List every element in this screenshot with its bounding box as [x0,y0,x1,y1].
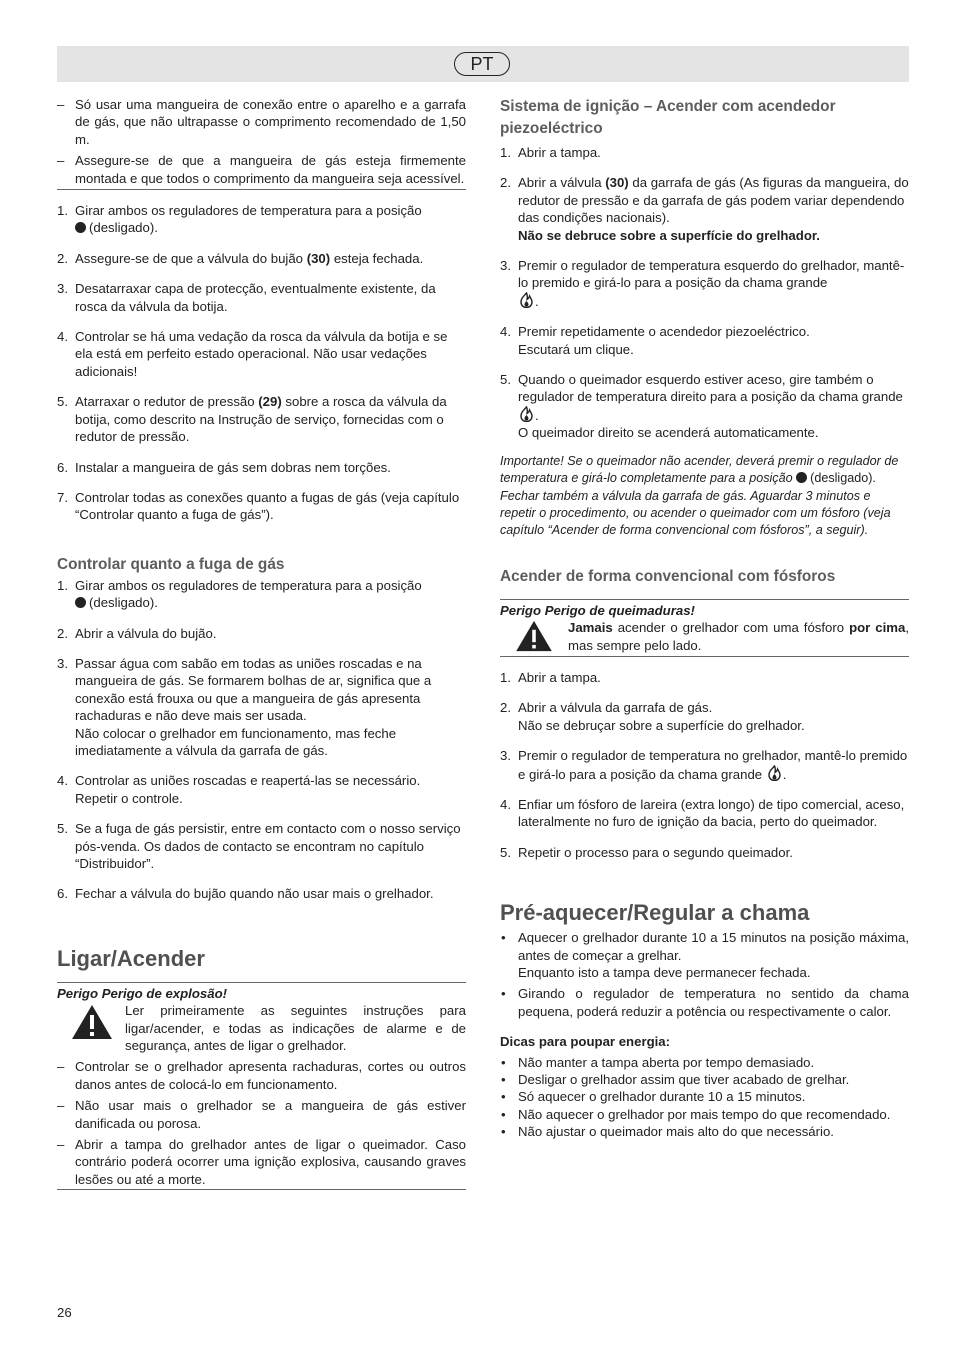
left-column [57,96,466,1190]
match-step-2: 2. Abrir a válvula da garrafa de gás. Não se debruçar sobre a superfície do grelhador. [500,700,805,733]
leak-check-heading: Controlar quanto a fuga de gás [57,555,285,573]
step-6: 6. Instalar a mangueira de gás sem dobras nem torções. [57,459,391,475]
explosion-warning-text: Ler primeiramente as seguintes instruções para ligar/acender, e todas as indicações de alarme e de segurança, antes de ligar o grelhador. [125,1003,466,1054]
divider [500,656,909,657]
large-flame-icon [518,292,535,308]
warning-item: – Não usar mais o grelhador se a mangueira de gás estiver danificada ou porosa. [57,1097,466,1132]
energy-tip: • Só aquecer o grelhador durante 10 a 15 minutos. [500,1088,909,1105]
page-number: 26 [57,1305,72,1320]
match-step-1: 1. Abrir a tampa. [500,669,601,685]
step-3: 3. Desatarraxar capa de protecção, eventualmente existente, da rosca da válvula da botija. [57,281,436,314]
leak-step-5: 5. Se a fuga de gás persistir, entre em contacto com o nosso serviço pós-venda. Os dados de contacto se encontram no capítulo “Distribuidor”. [57,821,461,871]
hose-notes [57,96,466,187]
match-step-5: 5. Repetir o processo para o segundo queimador. [500,844,793,860]
off-position-icon [796,472,807,483]
preheat-item: • Aquecer o grelhador durante 10 a 15 minutos na posição máxima, antes de começar a grelhar. Enquanto isto a tampa deve permanecer fechada. [500,929,909,981]
piezo-step-4: 4. Premir repetidamente o acendedor piezoeléctrico. Escutará um clique. [500,324,810,357]
leak-step-2: 2. Abrir a válvula do bujão. [57,625,217,641]
preheat-heading: Pré-aquecer/Regular a chama [500,900,810,926]
leak-step-4: 4. Controlar as uniões roscadas e reapertá-las se necessário. Repetir o controle. [57,773,421,806]
piezo-step-3: 3. Premir o regulador de temperatura esquerdo do grelhador, mantê-lo premido e girá-lo para a posição da chama grande . [500,258,905,309]
match-heading: Acender de forma convencional com fósforos [500,567,836,585]
explosion-warning-title: Perigo Perigo de explosão! [57,985,228,1001]
leak-step-1: 1. Girar ambos os reguladores de temperatura para a posição (desligado). [57,577,422,611]
divider [57,189,466,190]
right-column [500,96,909,1141]
match-step-4: 4. Enfiar um fósforo de lareira (extra longo) de tipo comercial, aceso, lateralmente no furo de ignição da bacia, perto do queimador. [500,796,905,830]
energy-tip: • Não ajustar o queimador mais alto do que necessário. [500,1123,909,1140]
off-position-icon [75,222,86,233]
burn-warning-title: Perigo Perigo de queimaduras! [500,602,695,618]
warning-item: – Controlar se o grelhador apresenta rachaduras, cortes ou outros danos antes de colocá-lo em funcionamento. [57,1058,466,1093]
energy-tips-list [500,1054,909,1141]
preheat-list [500,929,909,1020]
hose-note: – Só usar uma mangueira de conexão entre o aparelho e a garrafa de gás, que não ultrapasse o comprimento recomendado de 1,50 m. [57,96,466,148]
piezo-heading: Sistema de ignição – Acender com acendedor piezoeléctrico [500,98,836,137]
important-note: Importante! Se o queimador não acender, deverá premir o regulador de temperatura e girá-lo completamente para a posição (desligado). Fechar também a válvula da garrafa de gás. Aguardar 3 minutos e repetir o procedimento, ou acender o queimador com um fósforo (veja capítulo “Acender de forma convencional com fósforos”, a seguir). [500,453,899,538]
step-1: 1. Girar ambos os reguladores de temperatura para a posição (desligado). [57,203,422,236]
piezo-step-2: 2. Abrir a válvula (30) da garrafa de gás (As figuras da mangueira, do redutor de pressão e da garrafa de gás podem variar dependendo das condições nacionais). Não se debruce sobre a superfície do grelhador. [500,175,909,243]
step-7: 7. Controlar todas as conexões quanto a fugas de gás (veja capítulo “Controlar quanto a fuga de gás”). [57,489,460,523]
large-flame-icon [766,765,783,781]
header-bar [57,46,909,82]
off-position-icon [75,597,86,608]
burn-warning [500,619,909,654]
connection-steps [57,202,466,524]
piezo-step-5: 5. Quando o queimador esquerdo estiver aceso, gire também o regulador de temperatura direito para a posição da chama grande . O queimador direito se acenderá automaticamente. [500,372,903,441]
step-4: 4. Controlar se há uma vedação da rosca da válvula da botija e se ela está em perfeito estado operacional. Não usar vedações adicionais! [57,329,448,379]
ignite-heading: Ligar/Acender [57,945,205,971]
leak-step-6: 6. Fechar a válvula do bujão quando não usar mais o grelhador. [57,886,434,902]
energy-tips-heading: Dicas para poupar energia: [500,1034,671,1050]
match-step-3: 3. Premir o regulador de temperatura no grelhador, mantê-lo premido e girá-lo para a posição da chama grande . [500,748,908,782]
warning-icon [71,1004,113,1040]
divider [57,982,466,983]
explosion-warning-list [57,1058,466,1188]
burn-warning-text: Jamais acender o grelhador com uma fósforo por cima, mas sempre pelo lado. [568,620,909,653]
hose-note: – Assegure-se de que a mangueira de gás esteja firmemente montada e que todos o comprimento da mangueira seja acessível. [57,152,466,187]
energy-tip: • Não manter a tampa aberta por tempo demasiado. [500,1054,909,1071]
divider [57,1189,466,1190]
energy-tip: • Não aquecer o grelhador por mais tempo do que recomendado. [500,1106,909,1123]
energy-tip: • Desligar o grelhador assim que tiver acabado de grelhar. [500,1071,909,1088]
match-steps [500,669,909,861]
large-flame-icon [518,406,535,422]
divider [500,599,909,600]
piezo-step-1: 1. Abrir a tampa. [500,145,601,160]
warning-item: – Abrir a tampa do grelhador antes de ligar o queimador. Caso contrário poderá ocorrer uma ignição explosiva, causando graves lesões ou até a morte. [57,1136,466,1188]
leak-check-steps [57,577,466,903]
step-5: 5. Atarraxar o redutor de pressão (29) sobre a rosca da válvula da botija, como descrito na Instrução de serviço, fornecidas com o redutor de pressão. [57,394,447,445]
piezo-steps [500,144,909,442]
warning-icon [514,620,554,652]
language-badge: PT [454,52,510,76]
step-2: 2. Assegure-se de que a válvula do bujão (30) esteja fechada. [57,250,424,266]
explosion-warning [57,1002,466,1054]
preheat-item: • Girando o regulador de temperatura no sentido da chama pequena, poderá reduzir a potência ou respectivamente o calor. [500,985,909,1020]
leak-step-3: 3. Passar água com sabão em todas as uniões roscadas e na mangueira de gás. Se formarem bolhas de ar, significa que a conexão está frouxa ou que a mangueira de gás apresenta rachaduras e não deve mais ser usada. Não colocar o grelhador em funcionamento, mas feche imediatamente a válvula da garrafa de gás. [57,655,432,758]
